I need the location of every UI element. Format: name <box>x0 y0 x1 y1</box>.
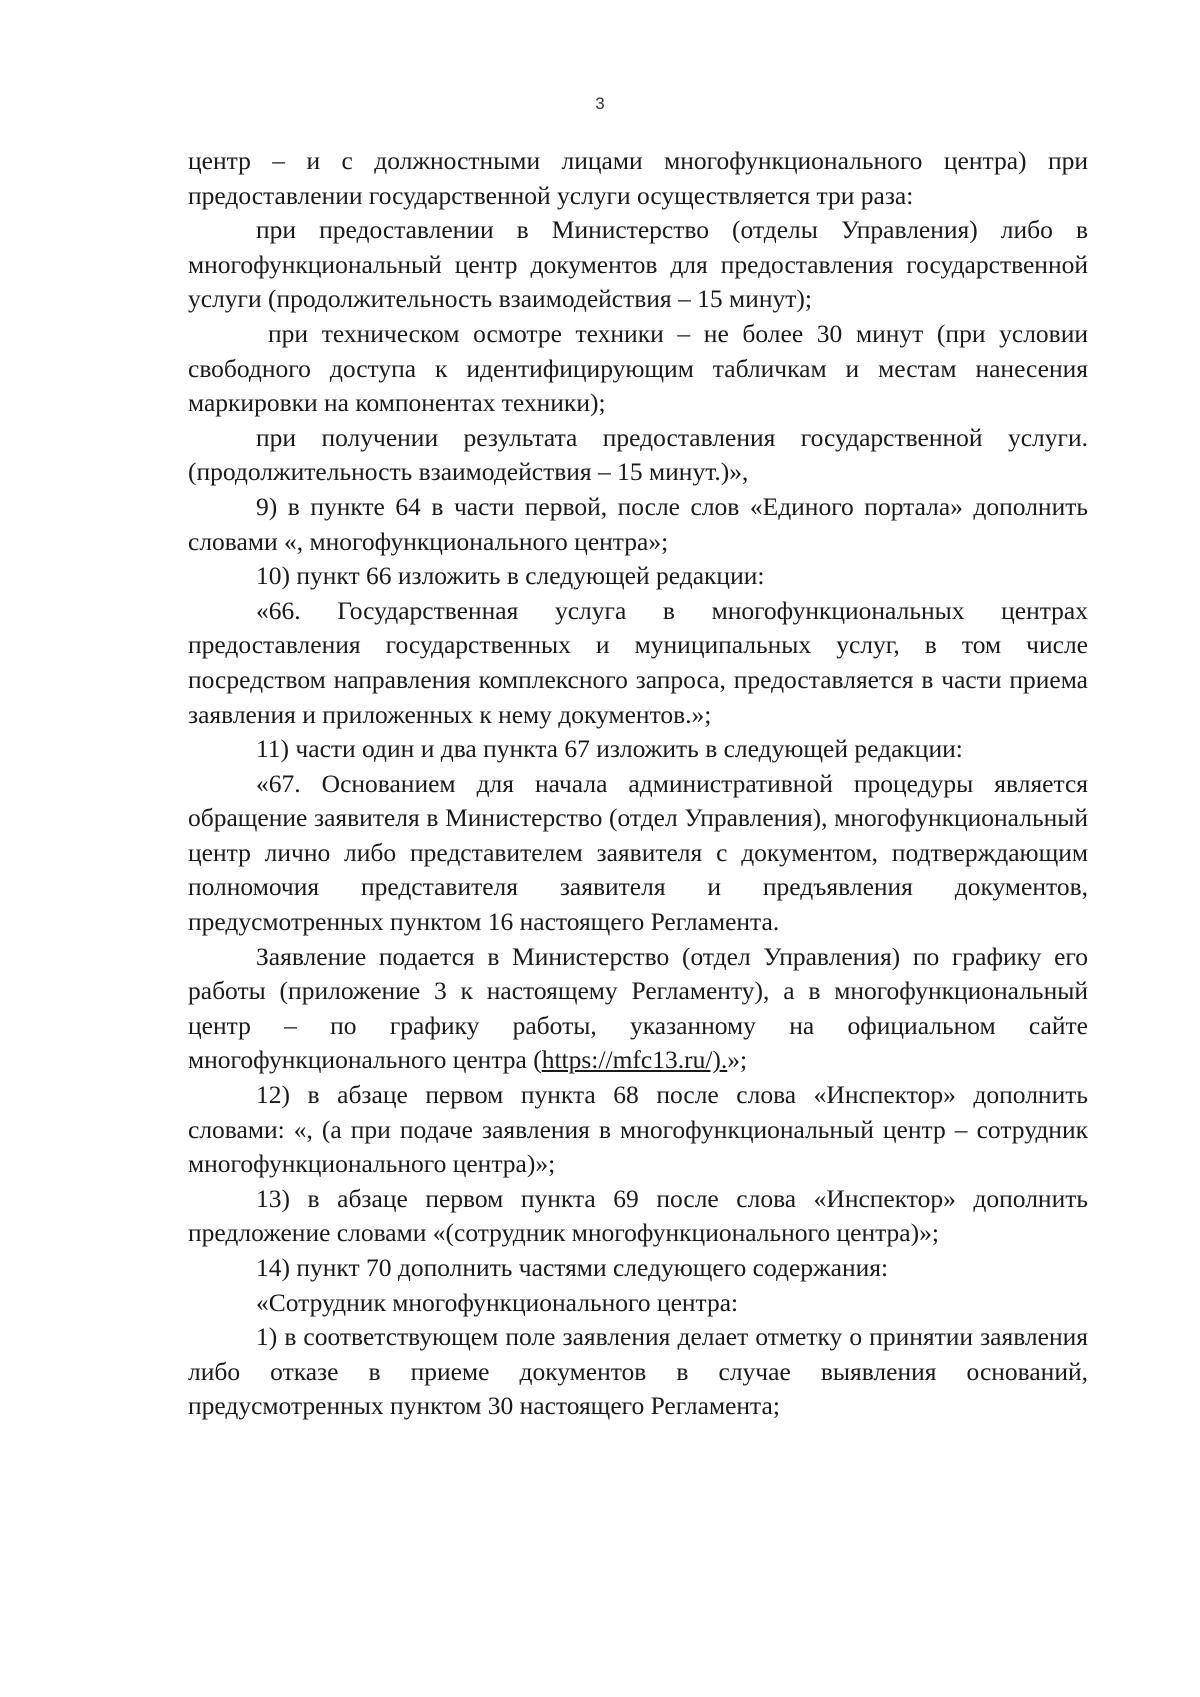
paragraph-13: 14) пункт 70 дополнить частями следующего содержания: <box>256 1253 889 1282</box>
paragraph-4: при получении результата предоставления государственной услуги. (продолжительность взаимодействия – 15 минут.)», <box>188 422 1088 487</box>
page-number: 3 <box>595 94 605 113</box>
paragraph-5: 9) в пункте 64 в части первой, после слов «Единого портала» дополнить словами «, многофункционального центра»; <box>188 491 1088 556</box>
paragraph-6: 10) пункт 66 изложить в следующей редакции: <box>256 561 765 591</box>
paragraph-14: «Сотрудник многофункционального центра: <box>256 1287 739 1317</box>
paragraph-2: при предоставлении в Министерство (отделы Управления) либо в многофункциональный центр документов для предоставления государственной услуги (продолжительность взаимодействия – 15 минут); <box>188 215 1088 314</box>
paragraph-15: 1) в соответствующем поле заявления делает отметку о принятии заявления либо отказе в приеме документов в случае выявления оснований, предусмотренных пунктом 30 настоящего Регламента; <box>188 1322 1088 1421</box>
paragraph-8: 11) части один и два пункта 67 изложить в следующей редакции: <box>256 734 963 764</box>
paragraph-12: 13) в абзаце первом пункта 69 после слова «Инспектор» дополнить предложение словами «(сотрудник многофункционального центра)»; <box>188 1183 1088 1248</box>
paragraph-1: центр – и с должностными лицами многофункционального центра) при предоставлении государственной услуги осуществляется три раза: <box>188 146 1088 210</box>
paragraph-9: «67. Основанием для начала административной процедуры является обращение заявителя в Министерство (отдел Управления), многофункциональный центр лично либо представителем заявителя с документом, подтверждающим полномочия представителя заявителя и предъявления документов, предусмотренных пунктом 16 настоящего Регламента. <box>188 768 1088 937</box>
paragraph-11: 12) в абзаце первом пункта 68 после слова «Инспектор» дополнить словами: «, (а при подаче заявления в многофункциональный центр – сотрудник многофункционального центра)»; <box>188 1080 1088 1179</box>
paragraph-10-end: »; <box>727 1045 748 1075</box>
paragraph-10-text: Заявление подается в Министерство (отдел Управления) по графику его работы (приложение 3 к настоящему Регламенту), а в многофункциональный центр – по графику работы, указанному на официальном сайте многофункционального центра ( <box>188 941 1088 1075</box>
paragraph-10 <box>188 940 1088 1078</box>
document-body <box>188 144 1088 1424</box>
paragraph-3: при техническом осмотре техники – не более 30 минут (при условии свободного доступа к идентифицирующим табличкам и местам нанесения маркировки на компонентах техники); <box>188 318 1088 418</box>
paragraph-7: «66. Государственная услуга в многофункциональных центрах предоставления государственных и муниципальных услуг, в том числе посредством направления комплексного запроса, предоставляется в части приема заявления и приложенных к нему документов.»; <box>188 595 1088 729</box>
mfc-website-link[interactable]: https://mfc13.ru/). <box>541 1045 728 1075</box>
